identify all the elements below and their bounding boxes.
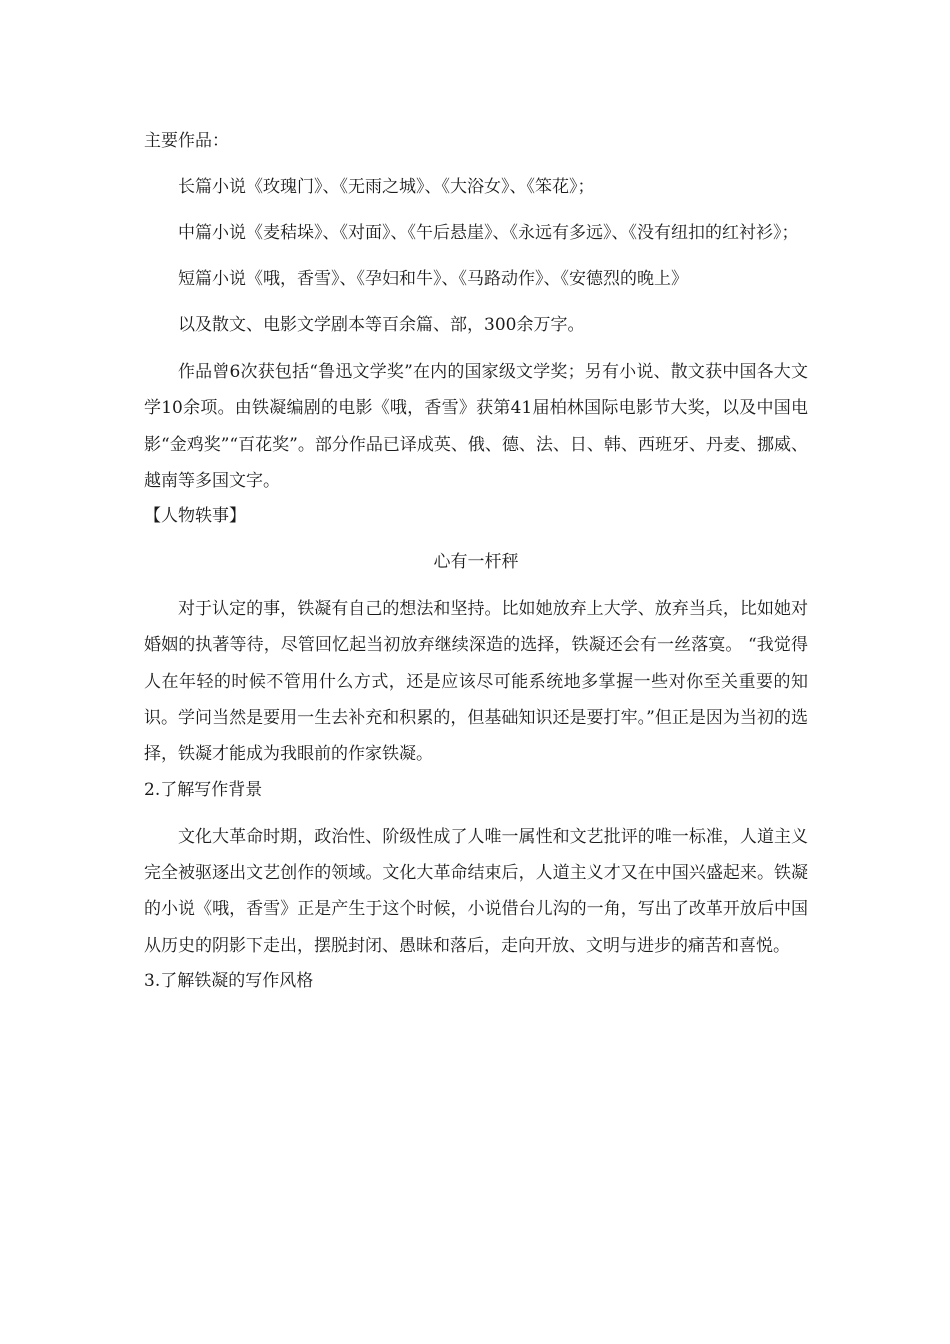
works-novels: 长篇小说《玫瑰门》、《无雨之城》、《大浴女》、《笨花》；	[178, 177, 595, 197]
works-short-stories: 短篇小说《哦，香雪》、《孕妇和牛》、《马路动作》、《安德烈的晚上》	[178, 269, 688, 289]
works-others: 以及散文、电影文学剧本等百余篇、部，300余万字。	[178, 315, 585, 335]
works-awards-paragraph: 作品曾6次获包括“鲁迅文学奖”在内的国家级文学奖；另有小说、散文获中国各大文学10余项。由铁凝编剧的电影《哦，香雪》获第41届柏林国际电影节大奖，以及中国电影“金鸡奖”“百花奖”。部分作品已译成英、俄、德、法、日、韩、西班牙、丹麦、挪威、越南等多国文字。	[144, 362, 808, 491]
background-heading: 2.了解写作背景	[144, 779, 263, 800]
background-paragraph: 文化大革命时期，政治性、阶级性成了人唯一属性和文艺批评的唯一标准，人道主义完全被驱逐出文艺创作的领域。文化大革命结束后，人道主义才又在中国兴盛起来。铁凝的小说《哦，香雪》正是产生于这个时候，小说借台儿沟的一角，写出了改革开放后中国从历史的阴影下走出，摆脱封闭、愚昧和落后，走向开放、文明与进步的痛苦和喜悦。	[144, 826, 808, 956]
style-heading: 3.了解铁凝的写作风格	[144, 970, 314, 991]
works-novellas: 中篇小说《麦秸垛》、《对面》、《午后悬崖》、《永远有多远》、《没有纽扣的红衬衫》；	[178, 223, 799, 243]
anecdote-title: 心有一杆秤	[433, 552, 519, 573]
anecdote-paragraph: 对于认定的事，铁凝有自己的想法和坚持。比如她放弃上大学、放弃当兵，比如她对婚姻的执著等待，尽管回忆起当初放弃继续深造的选择，铁凝还会有一丝落寞。 “我觉得人在年轻的时候不管用什么方式，还是应该尽可能系统地多掌握一些对你至关重要的知识。学问当然是要用一生去补充和积累的，但基础知识还是要打牢。”但正是因为当初的选择，铁凝才能成为我眼前的作家铁凝。	[144, 599, 808, 765]
anecdote-heading: 【人物轶事】	[144, 506, 246, 527]
document-page	[144, 124, 808, 999]
works-heading: 主要作品：	[144, 131, 229, 151]
